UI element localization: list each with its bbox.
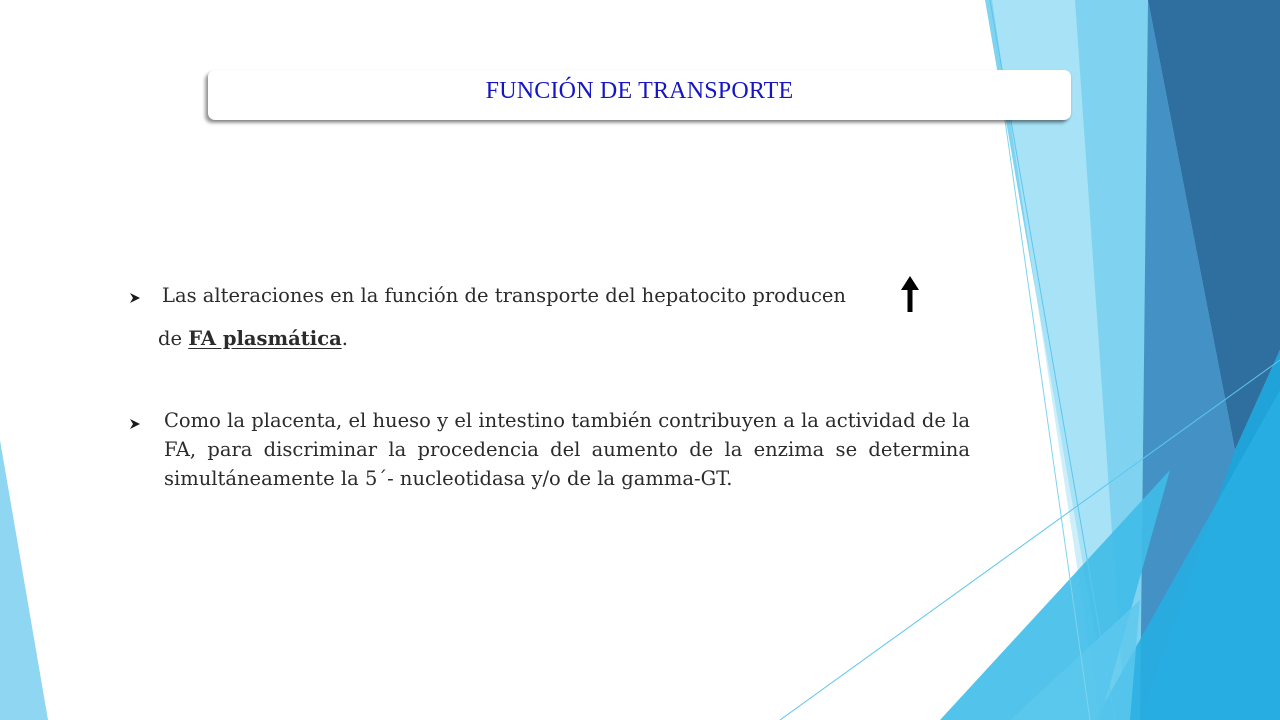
left-accent-shape [0, 440, 48, 720]
bullet-1-suffix: . [341, 327, 348, 350]
arrow-bullet-icon [129, 418, 141, 430]
title-box [208, 70, 1071, 120]
bullet-1-continuation [158, 324, 348, 354]
slide-title: FUNCIÓN DE TRANSPORTE [485, 78, 794, 104]
arrow-bullet-icon [129, 292, 141, 304]
bullet-1-emphasis: FA plasmática [188, 327, 342, 350]
bullet-1-text: Las alteraciones en la función de transporte del hepatocito producen [162, 284, 846, 307]
up-arrow-icon [899, 276, 921, 312]
bullet-2-text: Como la placenta, el hueso y el intestino también contribuyen a la actividad de la FA, para discriminar la procedencia del aumento de la enzima se determina simultáneamente la 5´- nucleotidasa y/o de la gamma-GT. [164, 409, 970, 490]
bullet-1-prefix: de [158, 327, 189, 350]
